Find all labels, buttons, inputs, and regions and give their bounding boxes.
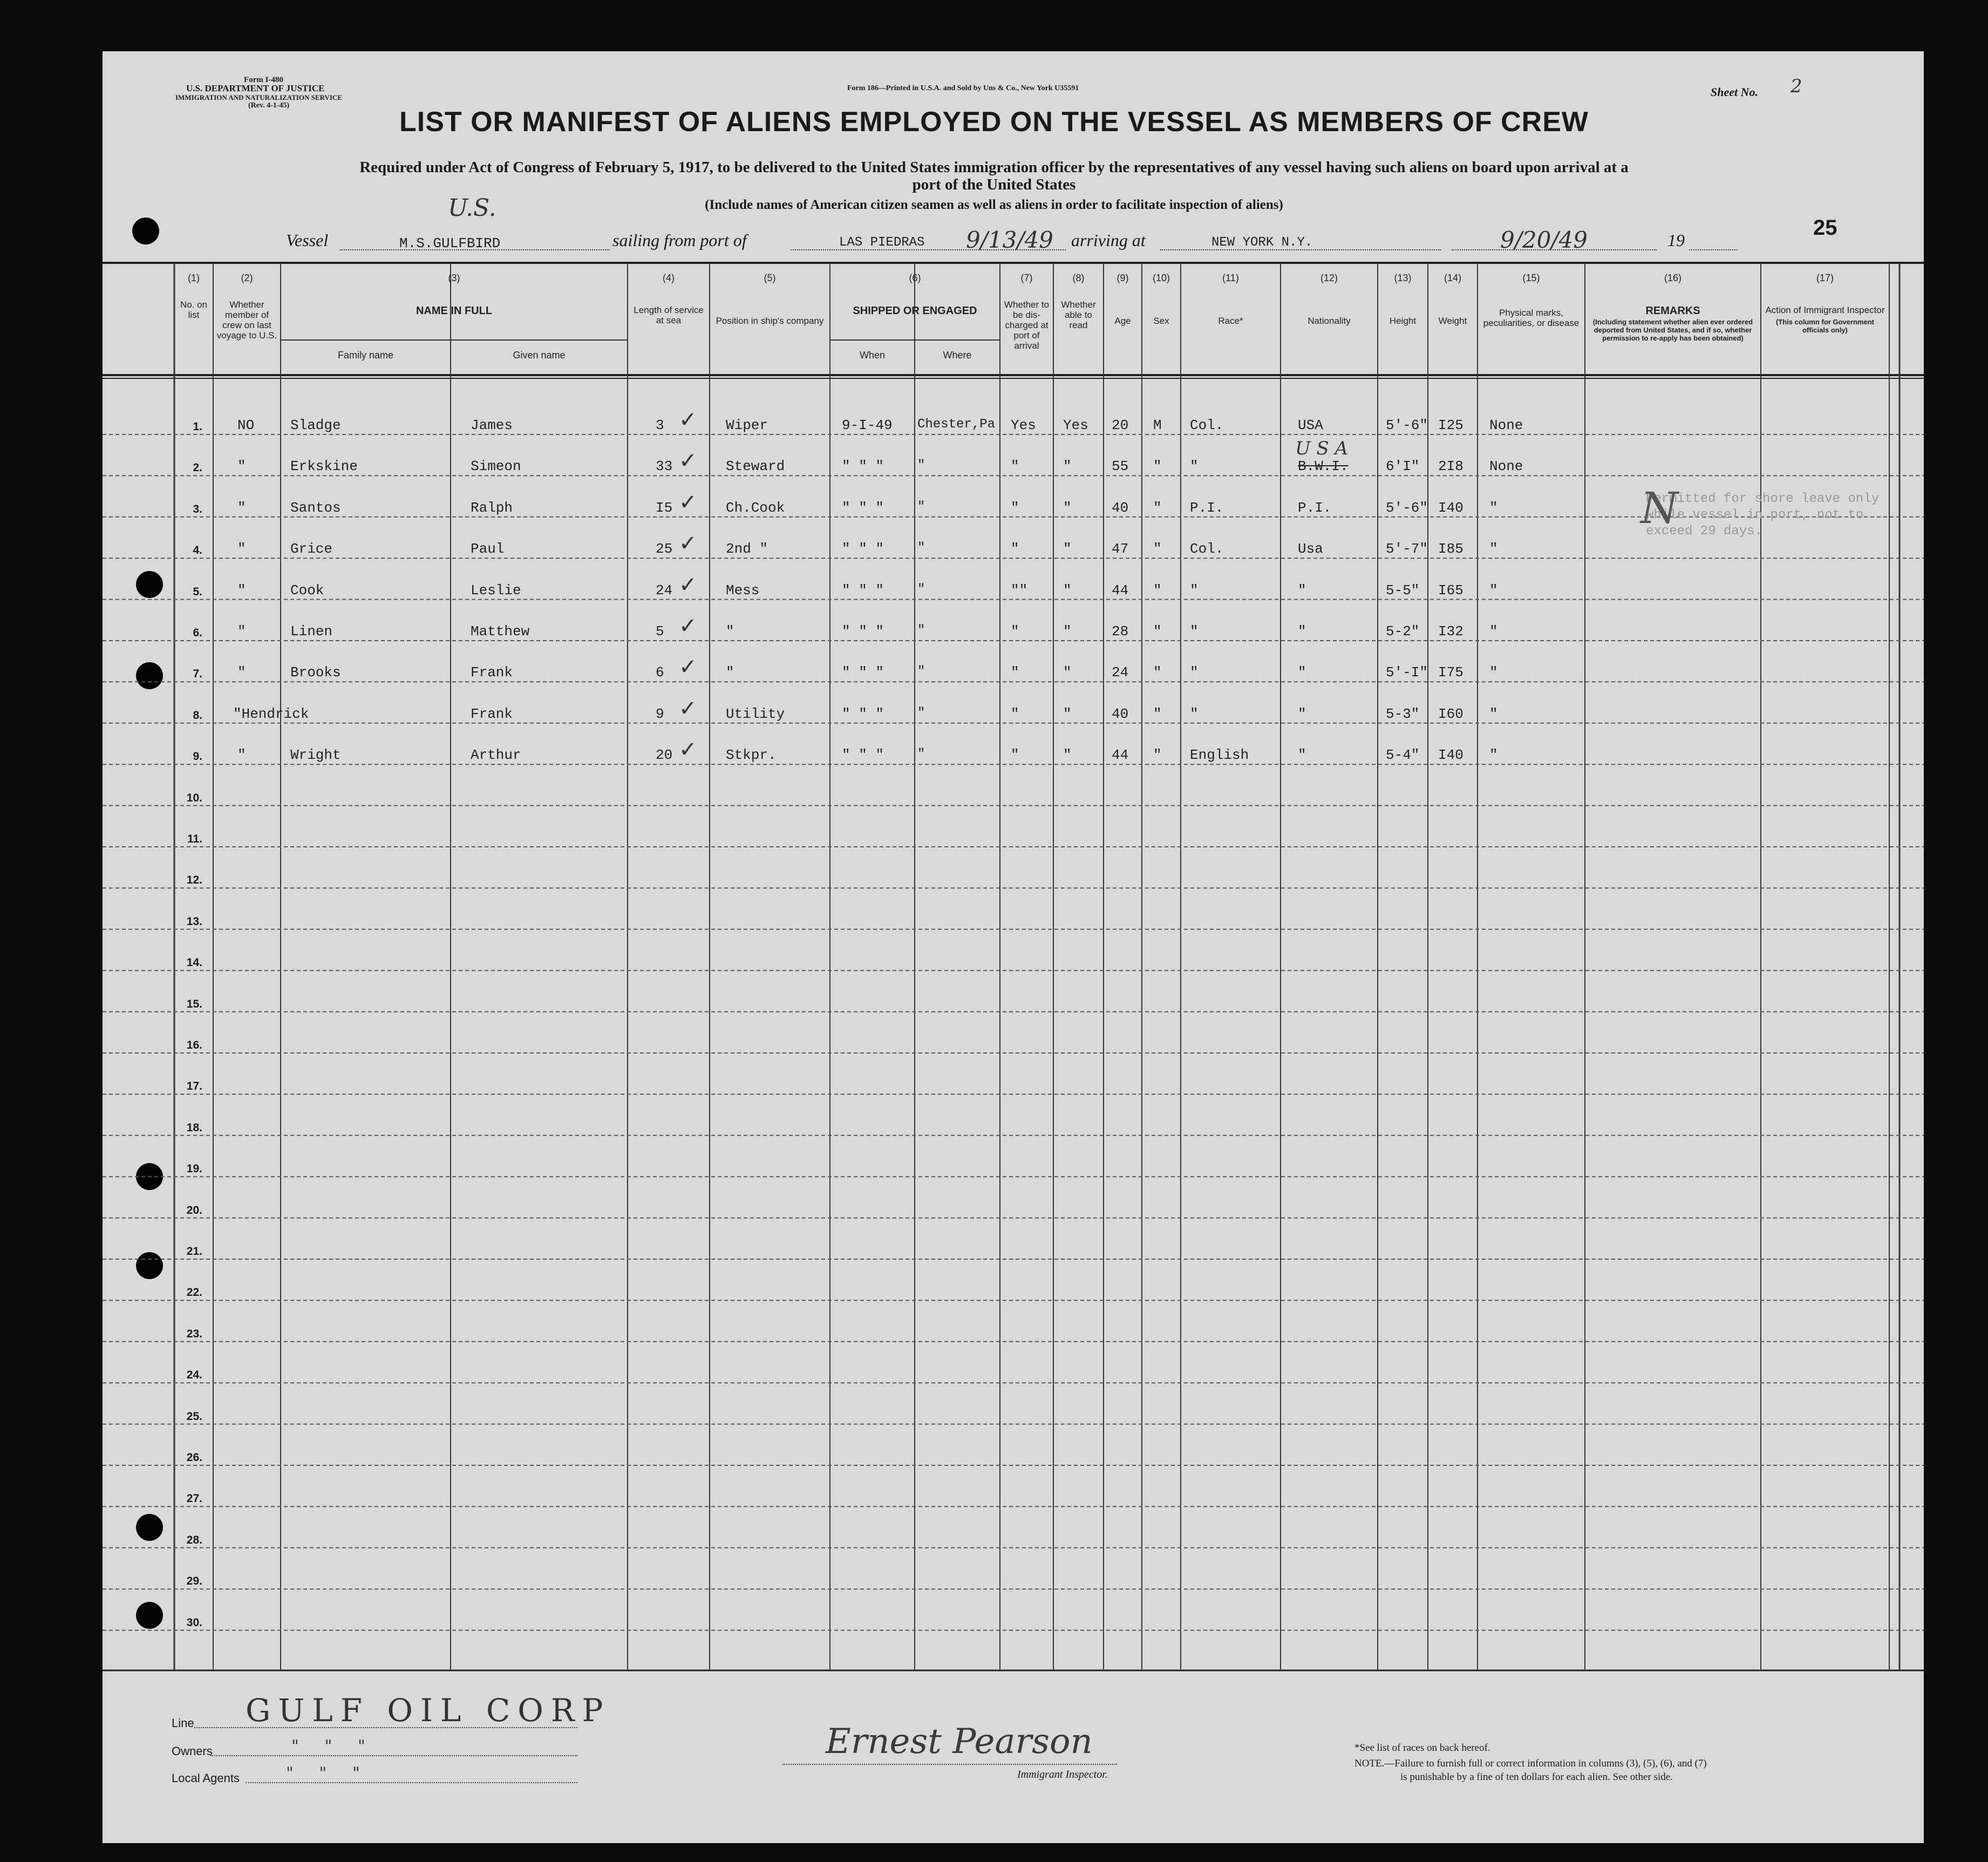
row-number: 13. xyxy=(186,915,202,928)
sex-cell: " xyxy=(1153,458,1162,475)
column-sublabel: When xyxy=(859,350,886,361)
column-label: Whether member of crew on last voyage to U.S. xyxy=(216,300,277,341)
race-cell: English xyxy=(1190,747,1249,764)
owners-value: " " " xyxy=(291,1737,365,1756)
discharged-cell: " xyxy=(1011,705,1019,722)
given-name-cell: Leslie xyxy=(471,582,521,599)
row-number: 14. xyxy=(186,956,202,969)
row-number: 22. xyxy=(186,1286,202,1299)
agents-value: " " " xyxy=(286,1764,360,1783)
column-number: (12) xyxy=(1320,273,1338,283)
weight-cell: I65 xyxy=(1438,582,1463,599)
column-number: (11) xyxy=(1222,273,1239,283)
position-cell: Mess xyxy=(726,582,760,599)
row-number: 15. xyxy=(186,997,202,1010)
column-number: (4) xyxy=(663,273,675,283)
column-label: Action of Immigrant Inspector xyxy=(1765,305,1885,315)
remarks-stamp-line: exceed 29 days. xyxy=(1646,524,1763,539)
discharged-cell: " xyxy=(1011,747,1019,764)
column-label: REMARKS xyxy=(1645,305,1700,317)
column-number: (14) xyxy=(1444,273,1461,283)
discharged-cell: "" xyxy=(1011,582,1028,599)
fine-note-2: is punishable by a fine of ten dollars for each alien. See other side. xyxy=(1400,1771,1673,1783)
row-number: 12. xyxy=(186,874,202,887)
subtitle-line-1: Required under Act of Congress of February 5, 1917, to be delivered to the United States immigration officer by the representatives of any vessel having such aliens on board upon arrival at a xyxy=(359,159,1629,176)
row-number: 30. xyxy=(186,1616,202,1629)
race-cell: " xyxy=(1190,664,1199,681)
race-cell: Col. xyxy=(1190,541,1224,558)
shipped-where-cell: " xyxy=(917,664,925,679)
department-name: U.S. DEPARTMENT OF JUSTICE xyxy=(186,83,325,93)
shipped-where-cell: " xyxy=(917,747,925,762)
height-cell: 5-4" xyxy=(1386,747,1420,764)
column-number: (15) xyxy=(1522,273,1540,283)
sex-cell: " xyxy=(1153,623,1162,640)
nationality-cell: " xyxy=(1298,623,1306,640)
column-label: Race* xyxy=(1218,316,1243,326)
able-to-read-cell: " xyxy=(1063,747,1072,764)
column-label: Physical marks, peculiarities, or disease xyxy=(1483,308,1579,328)
row-number: 7. xyxy=(193,668,202,681)
family-name-cell: Cook xyxy=(290,582,324,599)
shipped-where-cell: " xyxy=(917,458,925,473)
column-sublabel: Given name xyxy=(513,350,566,361)
column-note: (This column for Government officials only) xyxy=(1775,318,1874,334)
inspector-label: Immigrant Inspector. xyxy=(1017,1769,1108,1781)
check-mark-icon: ✓ xyxy=(679,572,697,597)
service-name: IMMIGRATION AND NATURALIZATION SERVICE xyxy=(175,93,343,101)
page-number: 25 xyxy=(1813,216,1837,240)
column-label: Nationality xyxy=(1308,316,1351,326)
family-name-cell: Santos xyxy=(290,499,341,516)
column-label: NAME IN FULL xyxy=(416,305,493,317)
agents-label: Local Agents xyxy=(172,1771,240,1785)
row-number: 29. xyxy=(186,1575,202,1588)
prev-voyage-cell: NO xyxy=(237,417,255,433)
age-cell: 40 xyxy=(1112,499,1129,516)
race-cell: " xyxy=(1190,458,1199,475)
physical-marks-cell: " xyxy=(1489,747,1498,764)
handwritten-us: U.S. xyxy=(448,194,496,222)
check-mark-icon: ✓ xyxy=(679,531,697,556)
family-name-cell: Brooks xyxy=(290,664,341,681)
age-cell: 44 xyxy=(1112,582,1129,599)
age-cell: 28 xyxy=(1112,623,1129,640)
subtitle-line-3: (Include names of American citizen seamen as well as aliens in order to facilitate inspection of aliens) xyxy=(705,198,1283,212)
row-number: 2. xyxy=(193,461,202,474)
service-length-cell: I5 xyxy=(656,499,673,516)
prev-voyage-cell: " xyxy=(237,541,246,558)
race-cell: Col. xyxy=(1190,417,1224,433)
check-mark-icon: ✓ xyxy=(679,407,697,432)
nationality-cell: P.I. xyxy=(1298,499,1332,516)
nationality-cell: Usa xyxy=(1298,541,1323,558)
physical-marks-cell: None xyxy=(1489,458,1523,475)
sex-cell: " xyxy=(1153,541,1162,558)
shipped-when-cell: " " " xyxy=(842,541,884,558)
discharged-cell: " xyxy=(1011,458,1019,475)
shipped-where-cell: " xyxy=(917,541,925,556)
shipped-when-cell: " " " xyxy=(842,623,884,640)
remarks-stamp-line: while vessel in port, not to xyxy=(1646,508,1864,522)
height-cell: 5'-I" xyxy=(1386,664,1428,681)
check-mark-icon: ✓ xyxy=(679,448,697,474)
year-label: 19 xyxy=(1667,230,1685,250)
column-number: (9) xyxy=(1116,273,1129,283)
prev-voyage-cell: " xyxy=(237,458,246,475)
race-cell: P.I. xyxy=(1190,499,1224,516)
height-cell: 5'-6" xyxy=(1386,417,1428,433)
row-number: 4. xyxy=(193,544,202,557)
column-label: No. on list xyxy=(180,300,208,320)
discharged-cell: " xyxy=(1011,499,1019,516)
sex-cell: " xyxy=(1153,664,1162,681)
prev-voyage-cell: "Hendrick xyxy=(233,705,309,722)
shipped-where-cell: " xyxy=(917,623,925,638)
position-cell: " xyxy=(726,623,734,640)
shipped-when-cell: " " " xyxy=(842,499,884,516)
shipped-when-cell: " " " xyxy=(842,582,884,599)
discharged-cell: " xyxy=(1011,623,1019,640)
able-to-read-cell: " xyxy=(1063,582,1072,599)
age-cell: 40 xyxy=(1112,705,1129,722)
row-number: 9. xyxy=(193,750,202,763)
remarks-handwritten-mark: N xyxy=(1640,483,1678,533)
family-name-cell: Linen xyxy=(290,623,333,640)
prev-voyage-cell: " xyxy=(237,747,246,764)
row-number: 8. xyxy=(193,709,202,722)
given-name-cell: Frank xyxy=(471,664,513,681)
column-number: (16) xyxy=(1664,273,1681,283)
sailing-date: 9/13/49 xyxy=(966,227,1053,253)
physical-marks-cell: " xyxy=(1489,664,1498,681)
inspector-signature: Ernest Pearson xyxy=(826,1722,1093,1762)
weight-cell: I75 xyxy=(1438,664,1463,681)
nationality-cell: " xyxy=(1298,705,1306,722)
height-cell: 5-3" xyxy=(1386,705,1420,722)
column-number: (17) xyxy=(1816,273,1834,283)
row-number: 5. xyxy=(193,585,202,598)
arriving-label: arriving at xyxy=(1071,230,1146,250)
row-number: 16. xyxy=(186,1039,202,1051)
sex-cell: " xyxy=(1153,747,1162,764)
physical-marks-cell: " xyxy=(1489,582,1498,599)
check-mark-icon: ✓ xyxy=(679,737,697,763)
line-value: GULF OIL CORP xyxy=(246,1692,611,1729)
row-number: 21. xyxy=(186,1245,202,1258)
discharged-cell: Yes xyxy=(1011,417,1036,433)
sailing-port: LAS PIEDRAS xyxy=(839,235,925,250)
column-sublabel: Where xyxy=(943,350,972,361)
row-number: 17. xyxy=(186,1080,202,1093)
shipped-when-cell: " " " xyxy=(842,458,884,475)
family-name-cell: Sladge xyxy=(290,417,341,433)
physical-marks-cell: " xyxy=(1489,623,1498,640)
given-name-cell: Paul xyxy=(471,541,505,558)
service-length-cell: 33 xyxy=(656,458,673,475)
check-mark-icon: ✓ xyxy=(679,490,697,515)
column-number: (1) xyxy=(188,273,200,283)
remarks-stamp xyxy=(1646,491,1879,540)
column-label: Age xyxy=(1114,316,1131,326)
age-cell: 44 xyxy=(1112,747,1129,764)
nationality-cell: " xyxy=(1298,582,1306,599)
check-mark-icon: ✓ xyxy=(679,655,697,680)
race-cell: " xyxy=(1190,623,1199,640)
prev-voyage-cell: " xyxy=(237,499,246,516)
column-label: Whether to be dis- charged at port of arrival xyxy=(1004,300,1050,351)
row-number: 6. xyxy=(193,627,202,639)
shipped-when-cell: " " " xyxy=(842,705,884,722)
sheet-number: 2 xyxy=(1790,76,1802,97)
height-cell: 5-5" xyxy=(1386,582,1420,599)
form-revision: (Rev. 4-1-45) xyxy=(248,101,290,110)
line-label: Line xyxy=(172,1716,194,1730)
position-cell: Wiper xyxy=(726,417,768,433)
service-length-cell: 5 xyxy=(656,623,664,640)
row-number: 25. xyxy=(186,1410,202,1423)
row-number: 24. xyxy=(186,1369,202,1382)
family-name-cell: Grice xyxy=(290,541,333,558)
sex-cell: " xyxy=(1153,705,1162,722)
given-name-cell: Ralph xyxy=(471,499,513,516)
service-length-cell: 25 xyxy=(656,541,673,558)
service-length-cell: 6 xyxy=(656,664,664,681)
age-cell: 24 xyxy=(1112,664,1129,681)
nationality-cell: " xyxy=(1298,747,1306,764)
service-length-cell: 9 xyxy=(656,705,664,722)
races-note: *See list of races on back hereof. xyxy=(1354,1742,1490,1754)
fine-note-1: NOTE.—Failure to furnish full or correct information in columns (3), (5), (6), and (7) xyxy=(1354,1758,1707,1769)
family-name-cell: Erkskine xyxy=(290,458,358,475)
able-to-read-cell: " xyxy=(1063,664,1072,681)
shipped-when-cell: " " " xyxy=(842,664,884,681)
weight-cell: I85 xyxy=(1438,541,1463,558)
subtitle-line-2: port of the United States xyxy=(912,176,1076,193)
sex-cell: " xyxy=(1153,582,1162,599)
column-label: SHIPPED OR ENGAGED xyxy=(853,305,977,317)
arriving-date: 9/20/49 xyxy=(1500,227,1588,253)
owners-label: Owners xyxy=(172,1744,213,1758)
position-cell: 2nd " xyxy=(726,541,768,558)
position-cell: " xyxy=(726,664,734,681)
physical-marks-cell: " xyxy=(1489,541,1498,558)
vessel-value: M.S.GULFBIRD xyxy=(399,235,501,252)
printer-line: Form 186—Printed in U.S.A. and Sold by Uns & Co., New York U35591 xyxy=(847,84,1079,92)
race-cell: " xyxy=(1190,582,1199,599)
given-name-cell: Simeon xyxy=(471,458,521,475)
column-number: (8) xyxy=(1072,273,1085,283)
able-to-read-cell: " xyxy=(1063,458,1072,475)
shipped-when-cell: 9-I-49 xyxy=(842,417,893,433)
column-label: Length of service at sea xyxy=(634,305,704,325)
sheet-label: Sheet No. xyxy=(1711,85,1758,99)
row-number: 19. xyxy=(186,1163,202,1175)
row-number: 1. xyxy=(193,420,202,433)
column-note: (Including statement whether alien ever ordered deported from United States, and if so, whether permission to re-apply has been obtained) xyxy=(1592,318,1753,342)
physical-marks-cell: " xyxy=(1489,499,1498,516)
remarks-stamp-line: Permitted for shore leave only xyxy=(1646,492,1880,506)
row-number: 20. xyxy=(186,1204,202,1217)
column-label: Height xyxy=(1389,316,1417,326)
arriving-port: NEW YORK N.Y. xyxy=(1211,235,1313,250)
given-name-cell: James xyxy=(471,417,513,433)
nationality-cell: " xyxy=(1298,664,1306,681)
column-sublabel: Family name xyxy=(337,350,394,361)
shipped-where-cell: " xyxy=(917,582,925,597)
position-cell: Utility xyxy=(726,705,785,722)
column-label: Position in ship's company xyxy=(716,316,824,326)
able-to-read-cell: " xyxy=(1063,705,1072,722)
able-to-read-cell: " xyxy=(1063,541,1072,558)
column-number: (6) xyxy=(909,273,921,283)
row-number: 27. xyxy=(186,1492,202,1505)
row-number: 10. xyxy=(186,791,202,804)
age-cell: 55 xyxy=(1112,458,1129,475)
nationality-handwritten: U S A xyxy=(1295,438,1349,460)
column-number: (3) xyxy=(448,273,460,283)
height-cell: 6'I" xyxy=(1386,458,1420,475)
vessel-label: Vessel xyxy=(286,230,329,250)
discharged-cell: " xyxy=(1011,664,1019,681)
check-mark-icon: ✓ xyxy=(679,696,697,721)
prev-voyage-cell: " xyxy=(237,623,246,640)
able-to-read-cell: Yes xyxy=(1063,417,1088,433)
row-number: 11. xyxy=(187,833,202,845)
service-length-cell: 3 xyxy=(656,417,664,433)
shipped-where-cell: " xyxy=(917,499,925,514)
service-length-cell: 24 xyxy=(656,582,673,599)
prev-voyage-cell: " xyxy=(237,582,246,599)
weight-cell: I60 xyxy=(1438,705,1463,722)
weight-cell: I32 xyxy=(1438,623,1463,640)
nationality-cell: B.W.I. xyxy=(1298,458,1349,475)
position-cell: Ch.Cook xyxy=(726,499,785,516)
sailing-label: sailing from port of xyxy=(612,230,747,250)
row-number: 18. xyxy=(186,1121,202,1134)
service-length-cell: 20 xyxy=(656,747,673,764)
given-name-cell: Frank xyxy=(471,705,513,722)
weight-cell: I40 xyxy=(1438,499,1463,516)
shipped-where-cell: " xyxy=(917,705,925,721)
height-cell: 5'-6" xyxy=(1386,499,1428,516)
shipped-when-cell: " " " xyxy=(842,747,884,764)
row-number: 28. xyxy=(186,1533,202,1546)
row-number: 3. xyxy=(193,502,202,515)
column-number: (13) xyxy=(1394,273,1412,283)
column-label: Whether able to read xyxy=(1061,300,1096,330)
height-cell: 5-2" xyxy=(1386,623,1420,640)
weight-cell: I40 xyxy=(1438,747,1463,764)
sex-cell: " xyxy=(1153,499,1162,516)
physical-marks-cell: None xyxy=(1489,417,1523,433)
column-number: (5) xyxy=(764,273,776,283)
nationality-cell: USA xyxy=(1298,417,1323,433)
race-cell: " xyxy=(1190,705,1199,722)
weight-cell: 2I8 xyxy=(1438,458,1463,475)
age-cell: 47 xyxy=(1112,541,1129,558)
given-name-cell: Matthew xyxy=(471,623,530,640)
column-number: (7) xyxy=(1020,273,1033,283)
sex-cell: M xyxy=(1153,417,1162,433)
column-number: (2) xyxy=(241,273,253,283)
form-number: Form I-480 xyxy=(244,76,283,84)
physical-marks-cell: " xyxy=(1489,705,1498,722)
given-name-cell: Arthur xyxy=(471,747,521,764)
row-number: 26. xyxy=(186,1451,202,1464)
page-title: LIST OR MANIFEST OF ALIENS EMPLOYED ON THE VESSEL AS MEMBERS OF CREW xyxy=(399,106,1589,138)
height-cell: 5'-7" xyxy=(1386,541,1428,558)
column-label: Sex xyxy=(1153,316,1169,326)
age-cell: 20 xyxy=(1112,417,1129,433)
able-to-read-cell: " xyxy=(1063,623,1072,640)
shipped-where-cell: Chester,Pa xyxy=(917,417,996,432)
row-number: 23. xyxy=(186,1327,202,1340)
able-to-read-cell: " xyxy=(1063,499,1072,516)
position-cell: Stkpr. xyxy=(726,747,777,764)
family-name-cell: Wright xyxy=(290,747,341,764)
column-number: (10) xyxy=(1152,273,1170,283)
discharged-cell: " xyxy=(1011,541,1019,558)
column-label: Weight xyxy=(1438,316,1467,326)
prev-voyage-cell: " xyxy=(237,664,246,681)
check-mark-icon: ✓ xyxy=(679,614,697,638)
position-cell: Steward xyxy=(726,458,785,475)
weight-cell: I25 xyxy=(1438,417,1463,433)
